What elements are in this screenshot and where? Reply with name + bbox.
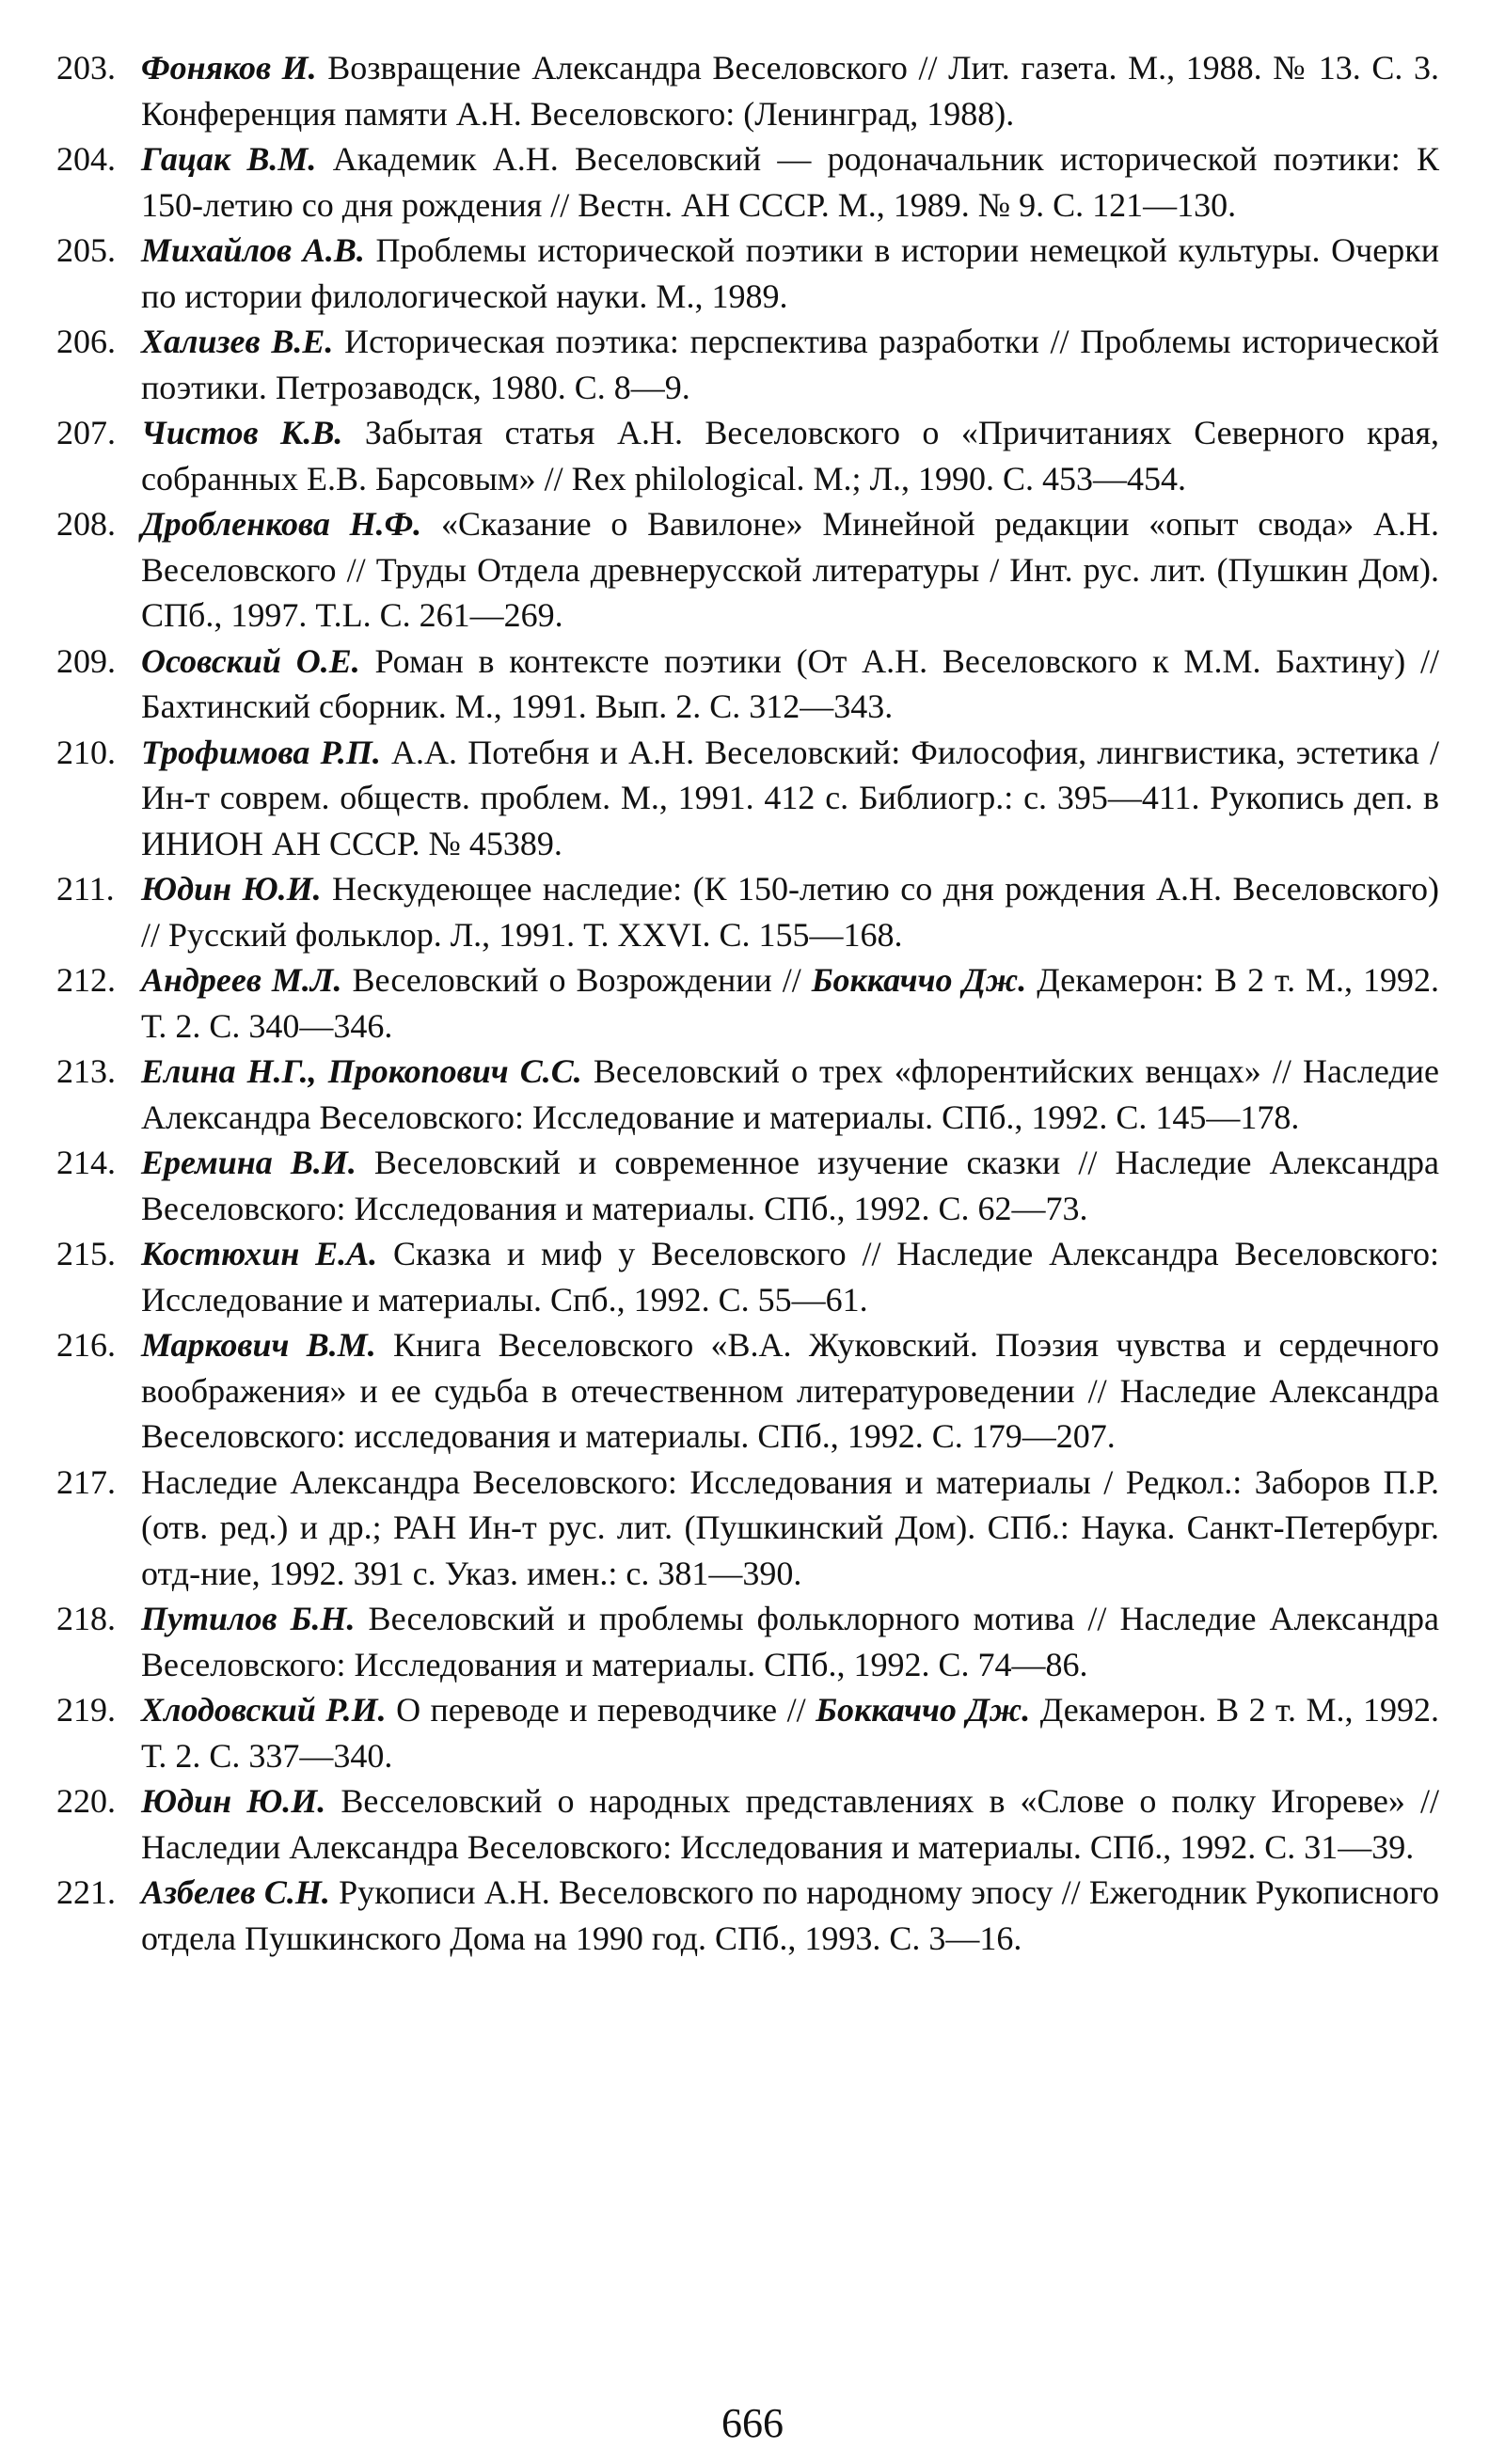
entry-author: Елина Н.Г., Прокопович С.С. (141, 1052, 582, 1090)
entry-author: Дробленкова Н.Ф. (141, 505, 422, 543)
bibliography-entry (56, 1687, 1439, 1778)
entry-body (141, 228, 1439, 319)
entry-body (141, 1460, 1439, 1597)
bibliography-entry (56, 1778, 1439, 1870)
entry-text-secondary: Декамерон: В 2 т. М., 1992. Т. 2. С. 340—346. (141, 961, 1439, 1045)
entry-body (141, 866, 1439, 957)
entry-text: Роман в контексте поэтики (От А.Н. Веселовского к М.М. Бахтину) // Бахтинский сборник. М., 1991. Вып. 2. С. 312—343. (141, 641, 1439, 725)
entry-text: О переводе и переводчике // (386, 1691, 816, 1729)
entry-body (141, 1231, 1439, 1322)
entry-number: 217. (56, 1462, 116, 1501)
entry-author: Осовский О.Е. (141, 641, 360, 680)
entry-author: Андреев М.Л. (141, 961, 342, 999)
entry-text: Рукописи А.Н. Веселовского по народному эпосу // Ежегодник Рукописного отдела Пушкинского Дома на 1990 год. СПб., 1993. С. 3—16. (141, 1873, 1439, 1957)
page-number: 666 (721, 2400, 784, 2446)
entry-author: Гацак В.М. (141, 140, 317, 178)
entry-body (141, 1322, 1439, 1460)
entry-text: Весселовский о народных представлениях в «Слове о полку Игореве» // Наследии Александра Веселовского: Исследования и материалы. СПб., 1992. С. 31—39. (141, 1782, 1439, 1866)
entry-number: 205. (56, 231, 116, 269)
entry-author: Азбелев С.Н. (141, 1873, 330, 1911)
entry-number: 219. (56, 1691, 116, 1729)
entry-text-secondary: Декамерон. В 2 т. М., 1992. Т. 2. С. 337—340. (141, 1691, 1439, 1775)
entry-number: 203. (56, 49, 116, 87)
entry-text: А.А. Потебня и А.Н. Веселовский: Философия, лингвистика, эстетика / Ин-т соврем. обществ. проблем. М., 1991. 412 с. Библиогр.: с. 395—411. Рукопись деп. в ИНИОН АН СССР. № 45389. (141, 733, 1440, 862)
entry-body (141, 639, 1439, 730)
entry-text: Проблемы исторической поэтики в истории немецкой культуры. Очерки по истории филологической науки. М., 1989. (141, 231, 1439, 315)
bibliography-entry (56, 1140, 1439, 1231)
entry-body (141, 410, 1439, 501)
bibliography-entry (56, 501, 1439, 639)
entry-body (141, 730, 1439, 867)
entry-number: 211. (56, 870, 115, 908)
entry-text: Нескудеющее наследие: (К 150-летию со дня рождения А.Н. Веселовского) // Русский фольклор. Л., 1991. Т. XXVI. С. 155—168. (141, 870, 1439, 954)
bibliography-entry (56, 1596, 1439, 1687)
entry-number: 207. (56, 414, 116, 451)
entry-number: 221. (56, 1873, 116, 1911)
bibliography-entry (56, 410, 1439, 501)
entry-author: Костюхин Е.А. (141, 1235, 378, 1272)
entry-text: Веселовский и проблемы фольклорного мотива // Наследие Александра Веселовского: Исследования и материалы. СПб., 1992. С. 74—86. (141, 1600, 1439, 1683)
entry-number: 209. (56, 641, 116, 680)
entry-number: 208. (56, 505, 116, 543)
bibliography-entry (56, 319, 1439, 410)
entry-text: Забытая статья А.Н. Веселовского о «Причитаниях Северного края, собранных Е.В. Барсовым» // Rex philological. М.; Л., 1990. С. 453—454. (141, 414, 1440, 498)
bibliography-entry (56, 730, 1439, 867)
entry-number: 220. (56, 1782, 116, 1820)
entry-number: 213. (56, 1052, 116, 1090)
bibliography-entry (56, 1870, 1439, 1961)
entry-author: Хализев В.Е. (141, 323, 334, 360)
entry-body (141, 1778, 1439, 1870)
entry-author: Хлодовский Р.И. (141, 1691, 387, 1729)
entry-number: 210. (56, 733, 116, 771)
entry-body (141, 1049, 1439, 1140)
entry-text: Историческая поэтика: перспектива разработки // Проблемы исторической поэтики. Петрозаводск, 1980. С. 8—9. (141, 323, 1440, 406)
bibliography-entry (56, 1049, 1439, 1140)
entry-text: Наследие Александра Веселовского: Исследования и материалы / Редкол.: Заборов П.Р. (отв. ред.) и др.; РАН Ин-т рус. лит. (Пушкинский Дом). СПб.: Наука. Санкт-Петербург. отд-ние, 1992. 391 с. Указ. имен.: с. 381—390. (141, 1462, 1439, 1592)
entry-number: 206. (56, 323, 116, 360)
entry-number: 212. (56, 961, 116, 999)
entry-text: Академик А.Н. Веселовский — родоначальник исторической поэтики: К 150-летию со дня рождения // Вестн. АН СССР. М., 1989. № 9. С. 121—130. (141, 140, 1440, 224)
entry-text: Веселовский и современное изучение сказки // Наследие Александра Веселовского: Исследования и материалы. СПб., 1992. С. 62—73. (141, 1144, 1439, 1227)
entry-text: Веселовский о трех «флорентийских венцах» // Наследие Александра Веселовского: Исследование и материалы. СПб., 1992. С. 145—178. (141, 1052, 1439, 1136)
entry-author: Фоняков И. (141, 49, 317, 87)
entry-author: Юдин Ю.И. (141, 1782, 326, 1820)
entry-author: Еремина В.И. (141, 1144, 356, 1181)
bibliography-entry (56, 1460, 1439, 1597)
bibliography-entry (56, 1231, 1439, 1322)
entry-text: Веселовский о Возрождении // (341, 961, 812, 999)
entry-body (141, 1140, 1439, 1231)
entry-number: 216. (56, 1326, 116, 1364)
entry-number: 214. (56, 1144, 116, 1181)
entry-author: Михайлов А.В. (141, 231, 365, 269)
entry-author: Путилов Б.Н. (141, 1600, 356, 1637)
entry-body (141, 319, 1439, 410)
entry-body (141, 45, 1439, 136)
entry-author-secondary: Боккаччо Дж. (816, 1691, 1031, 1729)
entry-number: 204. (56, 140, 116, 178)
bibliography-entry (56, 957, 1439, 1049)
entry-body (141, 501, 1439, 639)
entry-body (141, 1870, 1439, 1961)
bibliography-entry (56, 45, 1439, 136)
entry-text: Сказка и миф у Веселовского // Наследие Александра Веселовского: Исследование и материалы. Спб., 1992. С. 55—61. (141, 1235, 1439, 1319)
entry-number: 218. (56, 1600, 116, 1637)
entry-text: «Сказание о Вавилоне» Минейной редакции «опыт свода» А.Н. Веселовского // Труды Отдела древнерусской литературы / Инт. рус. лит. (Пушкин Дом). СПб., 1997. T.L. С. 261—269. (141, 505, 1439, 634)
entry-body (141, 136, 1439, 228)
bibliography-entry (56, 1322, 1439, 1460)
entry-number: 215. (56, 1235, 116, 1272)
bibliography-entry (56, 228, 1439, 319)
entry-author: Маркович В.М. (141, 1326, 376, 1364)
bibliography-list (56, 45, 1439, 1961)
entry-body (141, 1687, 1439, 1778)
entry-text: Книга Веселовского «В.А. Жуковский. Поэзия чувства и сердечного воображения» и ее судьба в отечественном литературоведении // Наследие Александра Веселовского: исследования и материалы. СПб., 1992. С. 179—207. (141, 1326, 1439, 1455)
bibliography-entry (56, 136, 1439, 228)
entry-author-secondary: Боккаччо Дж. (811, 961, 1027, 999)
entry-body (141, 957, 1439, 1049)
entry-author: Юдин Ю.И. (141, 870, 322, 908)
entry-text: Возвращение Александра Веселовского // Лит. газета. М., 1988. № 13. С. 3. Конференция памяти А.Н. Веселовского: (Ленинград, 1988). (141, 49, 1439, 133)
bibliography-entry (56, 639, 1439, 730)
bibliography-entry (56, 866, 1439, 957)
entry-body (141, 1596, 1439, 1687)
entry-author: Чистов К.В. (141, 414, 343, 451)
entry-author: Трофимова Р.П. (141, 733, 381, 771)
